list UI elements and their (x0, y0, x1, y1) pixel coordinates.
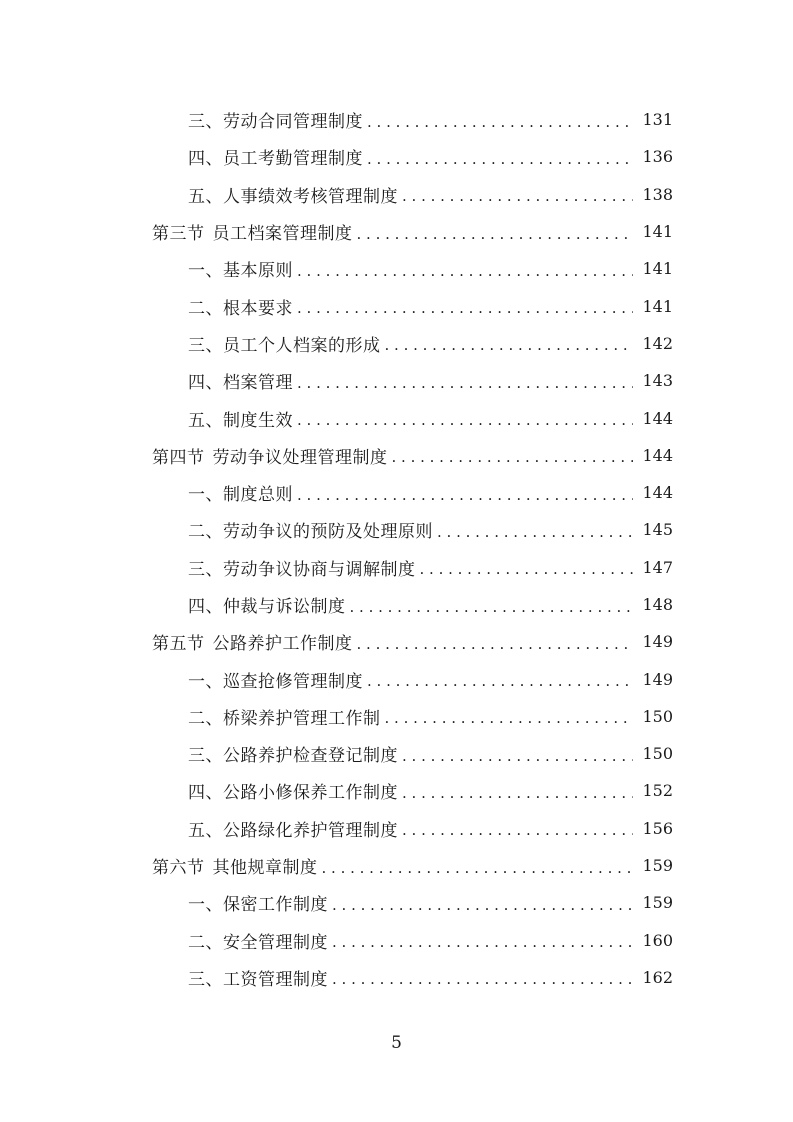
toc-dot-leader (367, 672, 633, 690)
toc-page-number: 138 (642, 184, 673, 204)
toc-dot-leader (322, 859, 634, 877)
toc-page-number: 150 (642, 744, 673, 764)
toc-entry-row[interactable] (0, 362, 793, 399)
toc-page-number: 141 (642, 259, 673, 279)
toc-entry-text: 四、仲裁与诉讼制度 (188, 597, 346, 617)
toc-entry-row[interactable] (0, 101, 793, 138)
toc-page-number: 136 (642, 147, 673, 167)
toc-entry-title (188, 368, 293, 393)
toc-entry-row[interactable] (0, 586, 793, 623)
toc-dot-leader (385, 709, 634, 727)
toc-dot-leader (367, 150, 633, 168)
toc-page-number: 148 (642, 595, 673, 614)
toc-entry-row[interactable] (0, 660, 793, 697)
toc-entry-text: 四、档案管理 (188, 373, 293, 394)
toc-section-row[interactable] (0, 213, 793, 250)
toc-dot-leader (297, 262, 633, 280)
toc-entry-title (188, 256, 293, 281)
toc-entry-text: 四、公路小修保养工作制度 (188, 783, 398, 804)
toc-entry-text: 五、公路绿化养护管理制度 (188, 820, 398, 841)
toc-entry-text: 五、人事绩效考核管理制度 (188, 186, 398, 207)
toc-entry-text: 其他规章制度 (212, 858, 318, 879)
toc-dot-leader (420, 560, 634, 578)
toc-dot-leader (297, 411, 633, 429)
toc-entry-title (188, 741, 398, 766)
toc-dot-leader (402, 784, 633, 802)
toc-entry-row[interactable] (0, 772, 793, 809)
toc-entry-text: 五、制度生效 (188, 410, 293, 431)
toc-entry-title (188, 480, 293, 505)
toc-page-number: 143 (642, 371, 673, 391)
toc-entry-title (188, 182, 398, 207)
toc-page-number: 152 (642, 781, 673, 801)
toc-dot-leader (402, 821, 633, 839)
toc-page-number: 141 (642, 296, 673, 316)
toc-page-number: 145 (642, 520, 673, 540)
toc-entry-title (188, 928, 328, 953)
toc-entry-text: 二、劳动争议的预防及处理原则 (188, 522, 433, 543)
toc-entry-row[interactable] (0, 698, 793, 735)
toc-entry-title (188, 144, 363, 169)
toc-entry-row[interactable] (0, 287, 793, 324)
toc-entry-row[interactable] (0, 959, 793, 996)
toc-entry-row[interactable] (0, 176, 793, 213)
toc-entry-row[interactable] (0, 810, 793, 847)
toc-entry-row[interactable] (0, 399, 793, 436)
toc-page-number: 156 (642, 818, 673, 838)
toc-entry-text: 四、员工考勤管理制度 (188, 149, 363, 170)
toc-page-number: 144 (642, 445, 673, 465)
toc-entry-row[interactable] (0, 474, 793, 511)
toc-page-number: 160 (642, 930, 673, 950)
toc-entry-text: 三、员工个人档案的形成 (188, 335, 381, 356)
toc-entry-title (188, 592, 346, 617)
toc-dot-leader (332, 896, 633, 914)
toc-entry-row[interactable] (0, 884, 793, 921)
toc-entry-title (188, 555, 416, 580)
toc-entry-title (188, 890, 328, 915)
toc-page-number: 150 (642, 706, 673, 726)
toc-page-number: 144 (642, 483, 673, 503)
toc-dot-leader (332, 933, 633, 951)
toc-entry-title (188, 778, 398, 803)
toc-entry-text: 一、制度总则 (188, 485, 293, 506)
toc-entry-text: 一、保密工作制度 (188, 895, 328, 916)
table-of-contents (0, 101, 793, 996)
toc-entry-text: 三、工资管理制度 (188, 969, 328, 990)
toc-dot-leader (297, 374, 633, 392)
toc-entry-row[interactable] (0, 325, 793, 362)
toc-entry-title (152, 219, 353, 244)
toc-section-number: 第六节 (152, 858, 205, 879)
toc-page-number: 141 (642, 222, 673, 242)
toc-page-number: 149 (642, 632, 673, 652)
toc-dot-leader (332, 970, 633, 988)
toc-entry-text: 劳动争议处理管理制度 (212, 447, 388, 468)
toc-entry-title (188, 965, 328, 990)
toc-entry-title (188, 816, 398, 841)
toc-entry-title (188, 406, 293, 431)
toc-section-row[interactable] (0, 847, 793, 884)
toc-page-number: 159 (642, 893, 673, 913)
toc-dot-leader (357, 225, 634, 243)
toc-section-row[interactable] (0, 623, 793, 660)
toc-dot-leader (437, 523, 633, 541)
toc-entry-title (188, 704, 381, 729)
toc-entry-title (152, 443, 388, 468)
toc-entry-row[interactable] (0, 922, 793, 959)
toc-dot-leader (402, 747, 633, 765)
toc-dot-leader (385, 336, 634, 354)
toc-entry-text: 员工档案管理制度 (212, 224, 353, 245)
toc-entry-title (188, 517, 433, 542)
toc-entry-row[interactable] (0, 549, 793, 586)
toc-entry-row[interactable] (0, 735, 793, 772)
toc-dot-leader (297, 299, 633, 317)
toc-dot-leader (392, 448, 634, 466)
toc-page-number: 142 (642, 333, 673, 353)
toc-entry-text: 二、安全管理制度 (188, 932, 328, 953)
toc-section-number: 第四节 (152, 447, 205, 468)
toc-dot-leader (402, 187, 633, 205)
toc-entry-text: 三、劳动争议协商与调解制度 (188, 559, 416, 580)
toc-entry-text: 公路养护工作制度 (212, 634, 353, 655)
toc-entry-title (152, 853, 318, 878)
toc-dot-leader (357, 635, 634, 653)
toc-entry-row[interactable] (0, 138, 793, 175)
toc-entry-row[interactable] (0, 511, 793, 548)
toc-page-number: 159 (642, 856, 673, 876)
toc-entry-title (188, 331, 381, 356)
toc-entry-text: 二、桥梁养护管理工作制 (188, 708, 381, 729)
toc-entry-title (152, 629, 353, 654)
toc-entry-title (188, 294, 293, 319)
toc-entry-row[interactable] (0, 250, 793, 287)
toc-entry-text: 三、公路养护检查登记制度 (188, 746, 398, 767)
toc-dot-leader (297, 486, 633, 504)
toc-page-number: 162 (642, 967, 673, 987)
toc-entry-text: 一、基本原则 (188, 261, 293, 282)
toc-page-number: 149 (642, 669, 673, 689)
toc-section-number: 第五节 (152, 634, 205, 655)
toc-page-number: 131 (642, 110, 673, 130)
toc-entry-title (188, 667, 363, 692)
toc-dot-leader (350, 598, 634, 616)
page-number: 5 (391, 1033, 402, 1053)
toc-page-number: 147 (642, 557, 673, 577)
toc-dot-leader (367, 113, 633, 131)
toc-page-number: 144 (642, 408, 673, 428)
toc-entry-text: 一、巡查抢修管理制度 (188, 671, 363, 692)
toc-entry-title (188, 107, 363, 132)
toc-entry-text: 三、劳动合同管理制度 (188, 112, 363, 133)
toc-entry-text: 二、根本要求 (188, 298, 293, 319)
toc-section-number: 第三节 (152, 224, 205, 245)
toc-section-row[interactable] (0, 437, 793, 474)
